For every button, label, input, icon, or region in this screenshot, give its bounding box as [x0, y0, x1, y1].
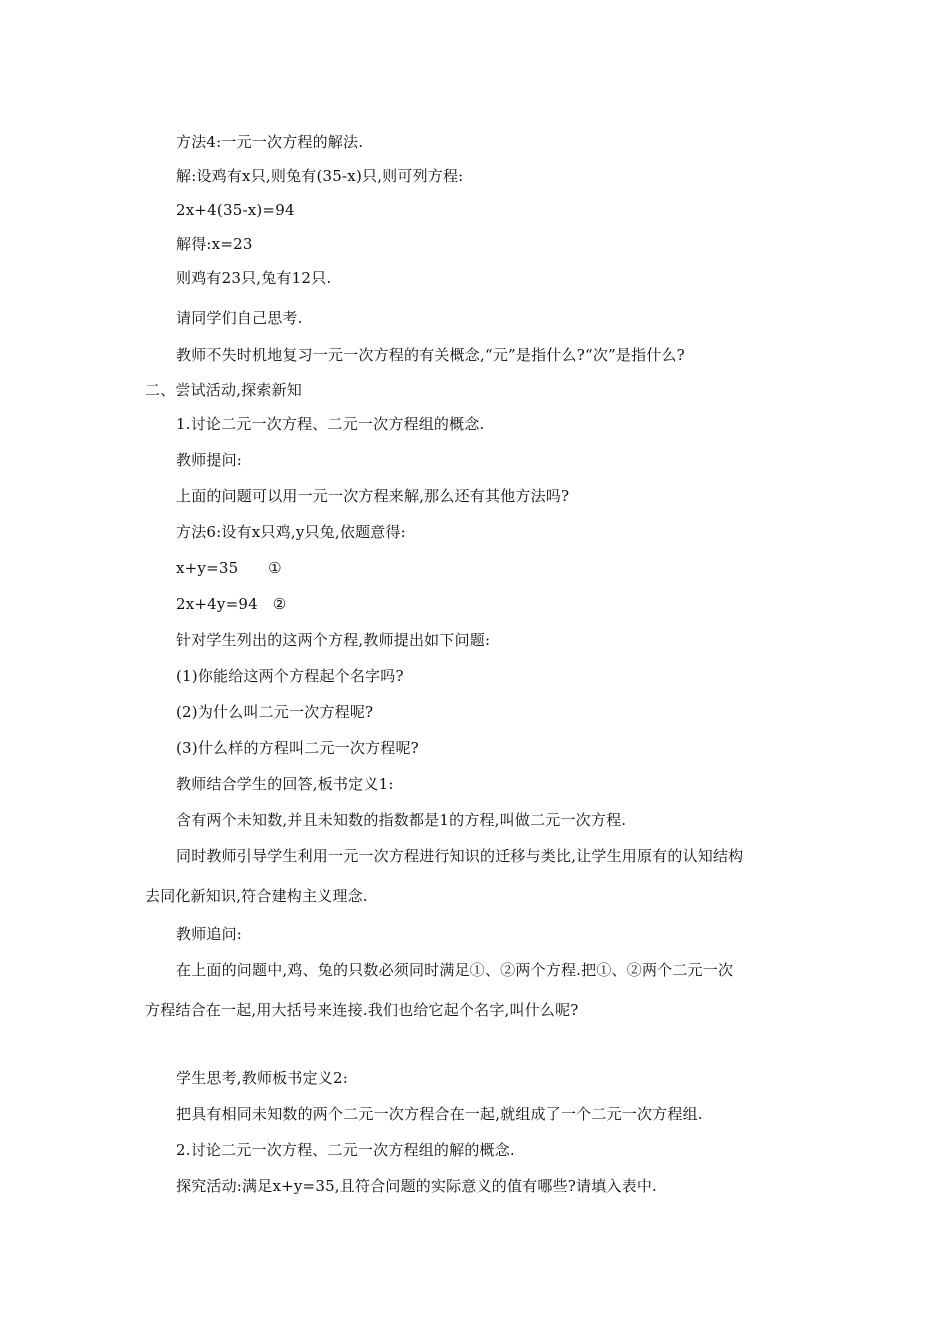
equation-line: 2x+4y=94 ② — [176, 595, 287, 613]
text-line: 教师追问: — [176, 925, 243, 943]
text-line: 去同化新知识,符合建构主义理念. — [145, 887, 368, 905]
text-line: 上面的问题可以用一元一次方程来解,那么还有其他方法吗? — [176, 487, 570, 505]
text-line: 探究活动:满足x+y=35,且符合问题的实际意义的值有哪些?请填入表中. — [176, 1177, 657, 1195]
text-line: 2.讨论二元一次方程、二元一次方程组的解的概念. — [176, 1141, 515, 1159]
text-line: (3)什么样的方程叫二元一次方程呢? — [176, 739, 419, 757]
text-line: 含有两个未知数,并且未知数的指数都是1的方程,叫做二元一次方程. — [176, 811, 627, 829]
text-line: 解得:x=23 — [176, 235, 253, 253]
text-line: 把具有相同未知数的两个二元一次方程合在一起,就组成了一个二元一次方程组. — [176, 1105, 703, 1123]
text-line: 方法4:一元一次方程的解法. — [176, 133, 364, 151]
text-line: 教师提问: — [176, 451, 243, 469]
text-line: (2)为什么叫二元一次方程呢? — [176, 703, 374, 721]
text-line: 方法6:设有x只鸡,y只兔,依题意得: — [176, 523, 406, 541]
section-heading: 二、尝试活动,探索新知 — [145, 381, 302, 399]
text-line: 2x+4(35-x)=94 — [176, 201, 295, 219]
text-line: 方程结合在一起,用大括号来连接.我们也给它起个名字,叫什么呢? — [145, 1001, 579, 1019]
equation-line: x+y=35 ① — [176, 559, 282, 577]
text-line: 同时教师引导学生利用一元一次方程进行知识的迁移与类比,让学生用原有的认知结构 — [176, 847, 744, 865]
text-line: 请同学们自己思考. — [176, 309, 303, 327]
text-line: 针对学生列出的这两个方程,教师提出如下问题: — [176, 631, 491, 649]
text-line: 1.讨论二元一次方程、二元一次方程组的概念. — [176, 415, 485, 433]
text-line: (1)你能给这两个方程起个名字吗? — [176, 667, 404, 685]
text-line: 在上面的问题中,鸡、兔的只数必须同时满足①、②两个方程.把①、②两个二元一次 — [176, 961, 734, 979]
text-line: 教师不失时机地复习一元一次方程的有关概念,“元”是指什么?“次”是指什么? — [176, 346, 685, 364]
text-line: 学生思考,教师板书定义2: — [176, 1069, 348, 1087]
text-line: 则鸡有23只,兔有12只. — [176, 269, 332, 287]
text-line: 解:设鸡有x只,则兔有(35-x)只,则可列方程: — [176, 167, 464, 185]
text-line: 教师结合学生的回答,板书定义1: — [176, 775, 394, 793]
